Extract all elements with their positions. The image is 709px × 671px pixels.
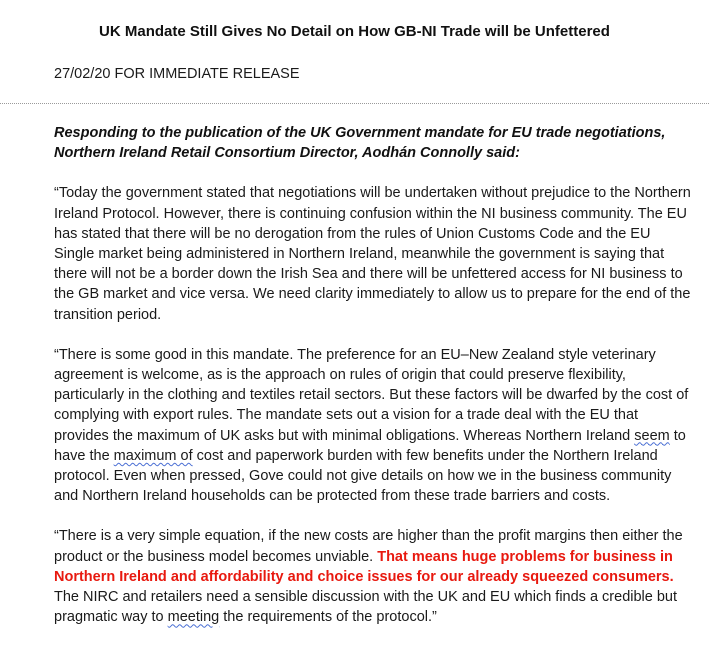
spellcheck-word[interactable]: maximum of: [113, 447, 193, 464]
quote-paragraph-3: [54, 526, 694, 627]
paragraph-text: cost and paperwork burden with few benefits under the Northern Ireland protocol. Even when pressed, Gove could not give details on how we in the business community and Northern Ireland households can be protected from these trade barriers and costs.: [54, 447, 672, 505]
spellcheck-word[interactable]: seem: [634, 427, 670, 444]
dateline: 27/02/20 FOR IMMEDIATE RELEASE: [54, 66, 300, 82]
spellcheck-word[interactable]: meeting: [167, 609, 220, 626]
paragraph-text: The NIRC and retailers need a sensible discussion with the UK and EU which finds a credible but pragmatic way to: [54, 589, 678, 626]
quote-paragraph-1: “Today the government stated that negotiations will be undertaken without prejudice to the Northern Ireland Protocol. However, there is continuing confusion within the NI business community. The EU has stated that there will be no derogation from the rules of Union Customs Code and the EU Single market being administered in Northern Ireland, meanwhile the government is saying that there will not be a border down the Irish Sea and there will be unfettered access for NI business to the GB market and vice versa. We need clarity immediately to allow us to prepare for the end of the transition period.: [54, 185, 691, 323]
paragraph-text: “There is some good in this mandate. The preference for an EU–New Zealand style veterinary agreement is welcome, as is the approach on rules of origin that could preserve flexibility, particularly in the clothing and textiles retail sectors. But these factors will be dwarfed by the cost of complying with export rules. The mandate sets out a vision for a trade deal with the EU that provides the maximum of UK asks but with minimal obligations. Whereas Northern Ireland: [54, 346, 689, 444]
quote-paragraph-2: [54, 345, 694, 507]
paragraph-text: to have the: [54, 427, 686, 464]
document-body: [54, 123, 694, 647]
page-title: UK Mandate Still Gives No Detail on How GB-NI Trade will be Unfettered: [99, 23, 610, 40]
paragraph-text: the requirements of the protocol.”: [219, 609, 437, 626]
divider: [0, 103, 709, 104]
intro-paragraph: Responding to the publication of the UK Government mandate for EU trade negotiations, Northern Ireland Retail Consortium Director, Aodhán Connolly said:: [54, 125, 666, 162]
paragraph-text: “There is a very simple equation, if the new costs are higher than the profit margins then either the product or the business model becomes unviable.: [54, 528, 683, 565]
emphasis-text: That means huge problems for business in Northern Ireland and affordability and choice issues for our already squeezed consumers.: [54, 548, 674, 585]
